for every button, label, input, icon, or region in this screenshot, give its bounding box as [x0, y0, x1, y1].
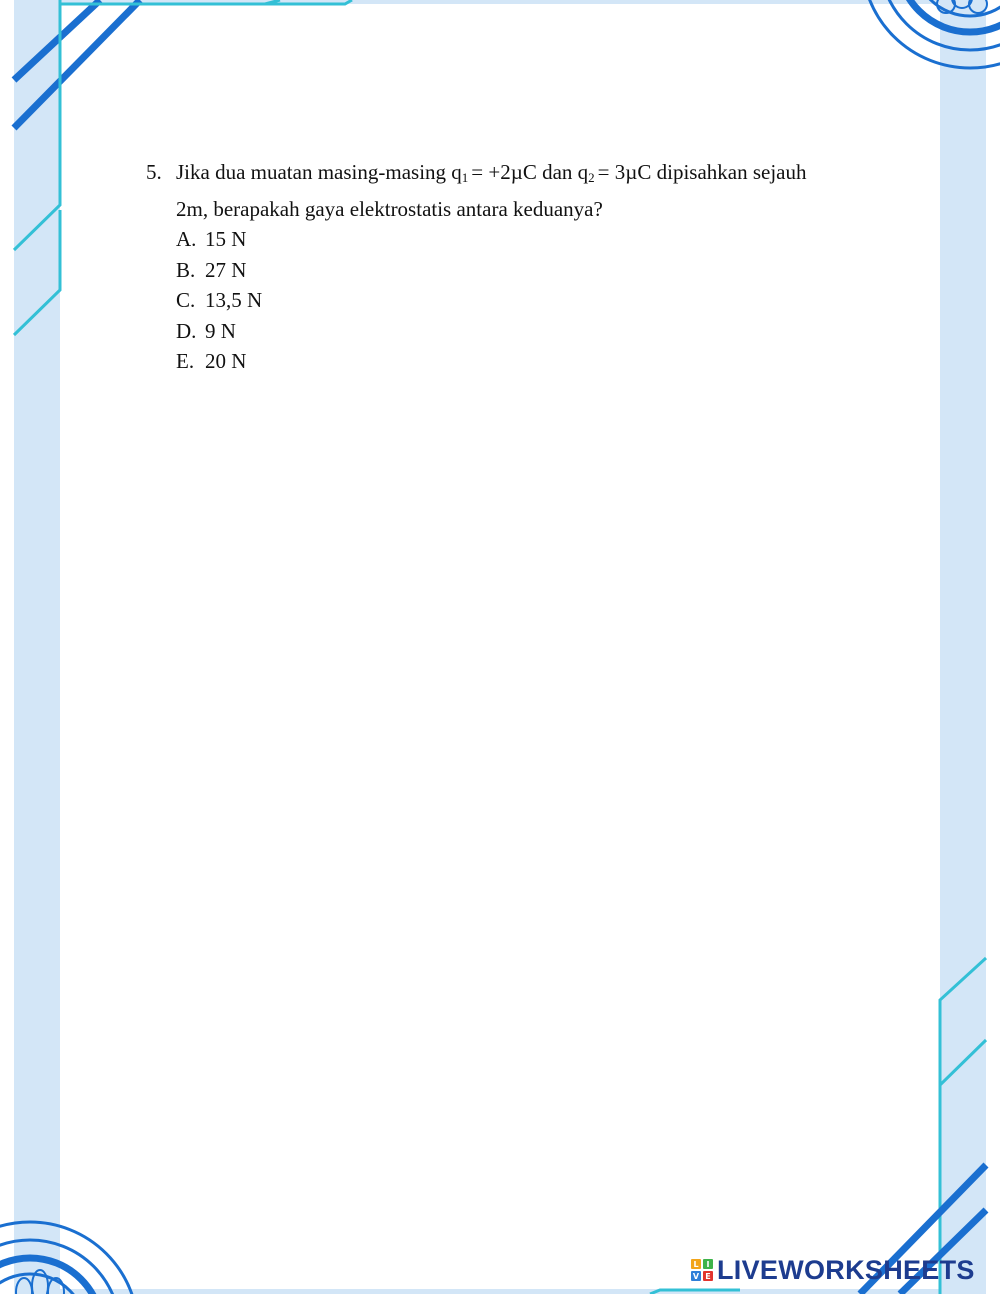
left-border-band — [14, 0, 60, 1294]
right-border-band — [940, 0, 986, 1294]
option-text: 15 N — [205, 227, 247, 251]
option-text: 9 N — [205, 318, 236, 343]
option-a[interactable] — [176, 224, 886, 255]
liveworksheets-branding[interactable] — [691, 1255, 975, 1285]
bottom-border-band — [60, 1289, 940, 1294]
option-text: 27 N — [205, 257, 247, 282]
question-first-line — [146, 157, 886, 194]
brand-name: LIVEWORKSHEETS — [717, 1254, 975, 1285]
question-text-part1: Jika dua muatan masing-masing q — [176, 160, 462, 184]
charge-subscript-2: 2 — [588, 170, 595, 185]
question-number: 5. — [146, 160, 162, 184]
logo-cell-v: V — [692, 1271, 700, 1281]
question-second-line: 2m, berapakah gaya elektrostatis antara keduanya? — [176, 196, 603, 221]
question-text — [176, 157, 807, 194]
bottom-right-stripes — [650, 958, 986, 1294]
option-text: 13,5 N — [205, 288, 263, 312]
logo-cell-l: L — [691, 1259, 701, 1269]
option-b[interactable] — [176, 255, 886, 286]
option-d[interactable] — [176, 316, 886, 347]
option-letter: E. — [176, 349, 195, 373]
question-text-part2: = +2µC dan q — [471, 160, 589, 184]
logo-cell-e: E — [703, 1271, 713, 1281]
option-c[interactable] — [176, 285, 886, 316]
option-letter: B. — [176, 257, 196, 282]
option-text: 20 N — [205, 349, 247, 373]
question-text-part3: = 3µC dipisahkan sejauh — [597, 160, 807, 184]
option-letter: C. — [176, 288, 196, 312]
option-letter: A. — [176, 227, 197, 251]
liveworksheets-logo-icon — [691, 1259, 713, 1281]
question-5 — [146, 157, 886, 377]
charge-subscript-1: 1 — [461, 170, 469, 185]
option-e[interactable] — [176, 346, 886, 377]
answer-options — [146, 224, 886, 377]
logo-cell-i: I — [703, 1259, 713, 1269]
option-letter: D. — [176, 318, 197, 343]
